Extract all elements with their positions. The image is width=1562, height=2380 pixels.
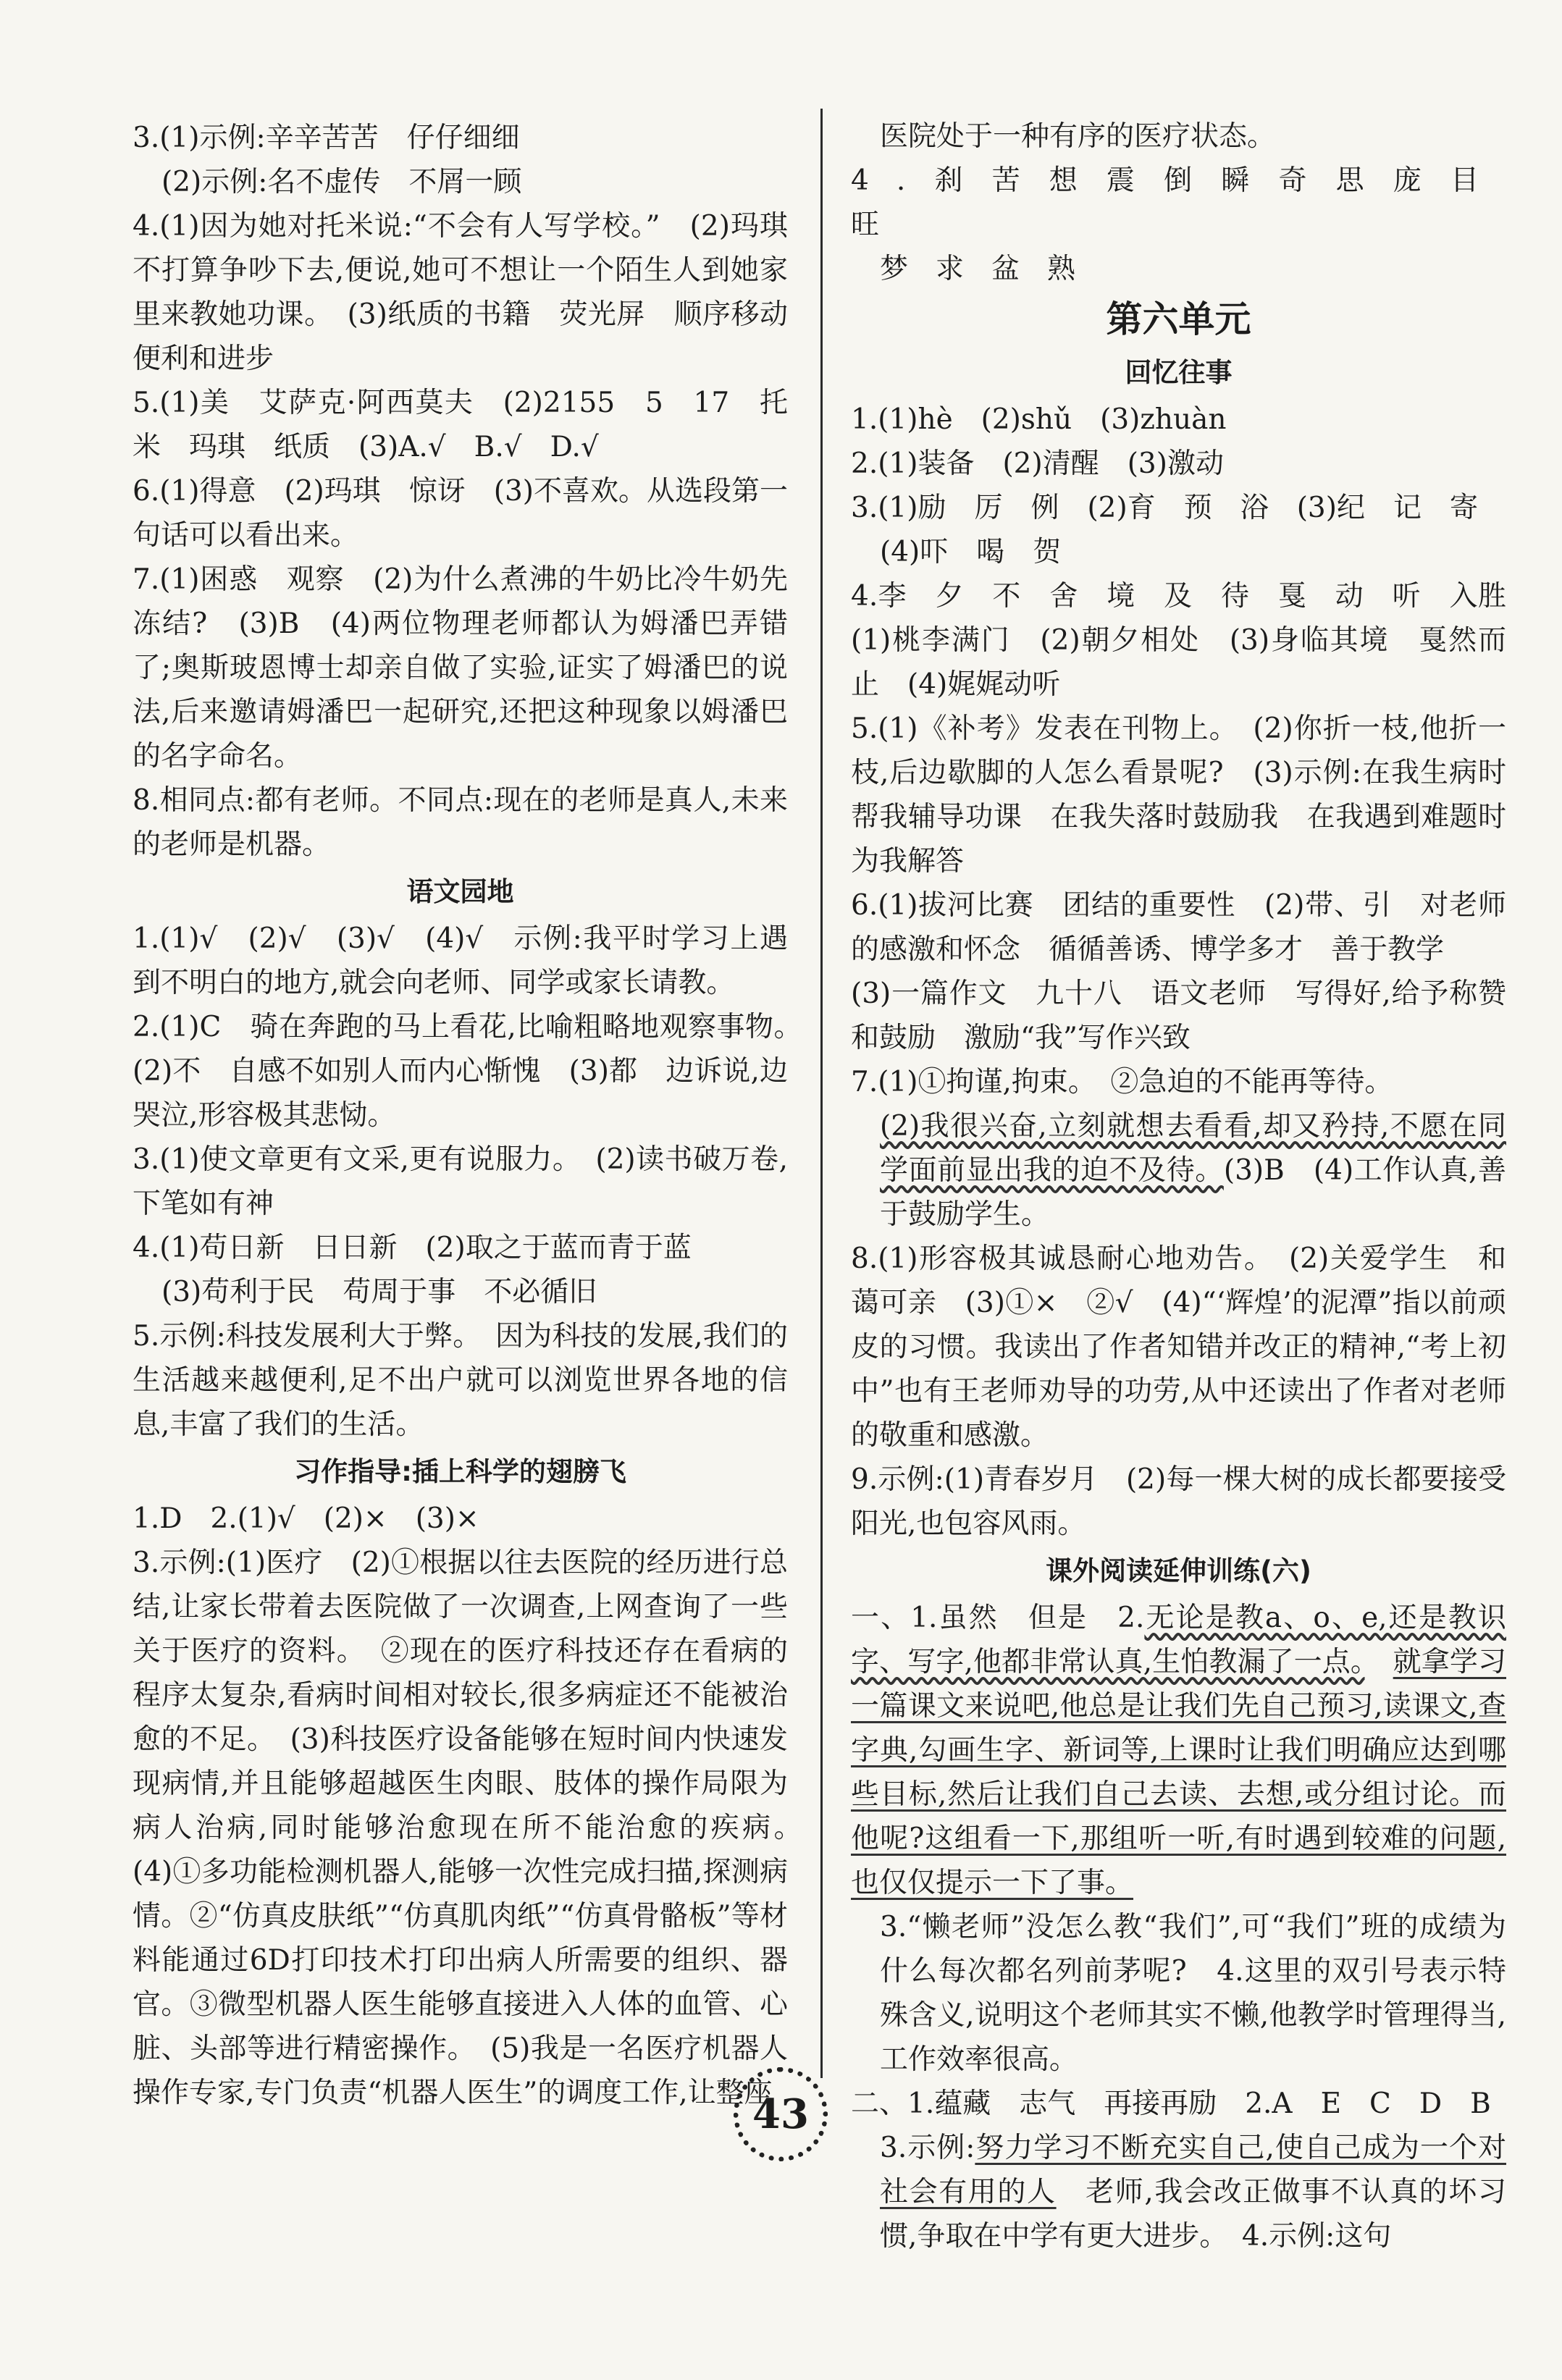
answer-line: 3.(1)示例:辛辛苦苦 仔仔细细 xyxy=(133,122,520,154)
inline-text: (3)B (4)工作认真,善于鼓励学生。 xyxy=(880,1154,1506,1231)
underlined-text: 就拿学习一篇课文来说吧,他总是让我们先自己预习,读课文,查字典,勾画生字、新词等,上课时让我们明确应达到哪些目标,然后让我们自己去读、去想,或分组讨论。而他呢?这组看一下,那组听一听,有时遇到较难的问题,也仅仅提示一下了事。 xyxy=(851,1646,1506,1899)
section-heading: 回忆往事 xyxy=(1125,357,1233,388)
page-number xyxy=(734,2067,828,2161)
answer-line: 5.示例:科技发展利大于弊。 因为科技的发展,我们的生活越来越便利,足不出户就可以浏览世界各地的信息,丰富了我们的生活。 xyxy=(133,1320,788,1441)
answer-line xyxy=(851,1596,1506,1905)
answer-line: 6.(1)拔河比赛 团结的重要性 (2)带、引 对老师的感激和怀念 循循善诱、博学多才 善于教学 xyxy=(851,889,1506,966)
wavy-underlined-text: (2)我很兴奋,立刻就想去看看,却又矜持,不愿在同学面前显出我的迫不及待。 xyxy=(880,1110,1506,1187)
answer-line: 6.(1)得意 (2)玛琪 惊讶 (3)不喜欢。从选段第一句话可以看出来。 xyxy=(133,475,788,552)
answer-line xyxy=(851,1104,1506,1237)
underlined-text: 努力学习不断充实自己,使自己成为一个对社会有用的人 xyxy=(880,2132,1506,2208)
answer-line: (4)吓 喝 贺 xyxy=(880,536,1062,568)
answer-line: 5.(1)《补考》发表在刊物上。 (2)你折一枝,他折一枝,后边歇脚的人怎么看景呢? (3)示例:在我生病时帮我辅导功课 在我失落时鼓励我 在我遇到难题时为我解答 xyxy=(851,712,1506,878)
answer-line: 4.刹苦想震倒瞬奇思庞目旺 xyxy=(851,164,1506,241)
answer-line: (3)苟利于民 苟周于事 不必循旧 xyxy=(161,1276,597,1308)
answer-line: 4.(1)苟日新 日日新 (2)取之于蓝而青于蓝 xyxy=(133,1232,692,1264)
answer-line: 医院处于一种有序的医疗状态。 xyxy=(880,120,1276,153)
answer-line: 4.(1)因为她对托米说:“不会有人写学校。” (2)玛琪不打算争吵下去,便说,她可不想让一个陌生人到她家里来教她功课。 (3)纸质的书籍 荧光屏 顺序移动 便利和进步 xyxy=(133,210,817,375)
answer-line: 1.D 2.(1)√ (2)× (3)× xyxy=(133,1502,479,1535)
answer-line: 梦求盆熟 xyxy=(880,253,1104,285)
inline-text: 一、1.虽然 但是 2. xyxy=(851,1602,1145,1634)
section-heading: 习作指导:插上科学的翅膀飞 xyxy=(294,1456,626,1487)
section-heading: 课外阅读延伸训练(六) xyxy=(1046,1555,1311,1586)
section-heading: 语文园地 xyxy=(406,876,514,907)
answer-line: 7.(1)①拘谨,拘束。 ②急迫的不能再等待。 xyxy=(851,1066,1393,1098)
column-divider xyxy=(820,109,823,2078)
answer-line: (3)一篇作文 九十八 语文老师 写得好,给予称赞和鼓励 激励“我”写作兴致 xyxy=(851,977,1506,1054)
inline-text: 3.示例: xyxy=(880,2132,975,2164)
answer-line: 2.(1)装备 (2)清醒 (3)激动 xyxy=(851,447,1224,480)
answer-line: 4.李 夕 不 舍 境 及 待 戛 动 听 入胜 (1)桃李满门 (2)朝夕相处 (3)身临其境 戛然而止 (4)娓娓动听 xyxy=(851,580,1535,701)
page-number-text: 43 xyxy=(752,2090,809,2138)
answer-line: 3.示例:(1)医疗 (2)①根据以往去医院的经历进行总结,让家长带着去医院做了一次调查,上网查询了一些关于医疗的资料。 ②现在的医疗科技还存在看病的程序太复杂,看病时间相对较长,很多病症还不能被治愈的不足。 (3)科技医疗设备能够在短时间内快速发现病情,并且能够超越医生肉眼、肢体的操作局限为病人治病,同时能够治愈现在所不能治愈的疾病。 (4)①多功能检测机器人,能够一次性完成扫描,探测病情。②“仿真皮肤纸”“仿真肌肉纸”“仿真骨骼板”等材料能通过6D打印技术打印出病人所需要的组织、器官。③微型机器人医生能够直接进入人体的血管、心脏、头部等进行精密操作。 (5)我是一名医疗机器人操作专家,专门负责“机器人医生”的调度工作,让整座 xyxy=(133,1547,817,2109)
answer-line: 8.(1)形容极其诚恳耐心地劝告。 (2)关爱学生 和蔼可亲 (3)①× ②√ (4)“‘辉煌’的泥潭”指以前顽皮的习惯。我读出了作者知错并改正的精神,“考上初中”也有王老师劝导的功劳,从中还读出了作者对老师的敬重和感激。 xyxy=(851,1242,1506,1452)
wavy-underlined-text: 无论是教a、o、e,还是教识字、写字,他都非常认真,生怕教漏了一点。 xyxy=(851,1602,1506,1678)
answer-line: 二、1.蕴藏 志气 再接再励 2.A E C D B xyxy=(851,2087,1491,2120)
answer-line: 3.(1)励 厉 例 (2)育 预 浴 (3)纪 记 寄 xyxy=(851,492,1478,524)
answer-line: (2)示例:名不虚传 不屑一顾 xyxy=(161,166,522,198)
answer-line: 7.(1)困惑 观察 (2)为什么煮沸的牛奶比冷牛奶先冻结? (3)B (4)两位物理老师都认为姆潘巴弄错了;奥斯玻恩博士却亲自做了实验,证实了姆潘巴的说法,后来邀请姆潘巴一起研究,还把这种现象以姆潘巴的名字命名。 xyxy=(133,563,788,773)
answer-line: 2.(1)C 骑在奔跑的马上看花,比喻粗略地观察事物。 (2)不 自感不如别人而内心惭愧 (3)都 边诉说,边哭泣,形容极其悲恸。 xyxy=(133,1011,817,1132)
answer-line: 1.(1)√ (2)√ (3)√ (4)√ 示例:我平时学习上遇到不明白的地方,就会向老师、同学或家长请教。 xyxy=(133,922,788,999)
answer-line: 3.“懒老师”没怎么教“我们”,可“我们”班的成绩为什么每次都名列前茅呢? 4.这里的双引号表示特殊含义,说明这个老师其实不懒,他教学时管理得当,工作效率很高。 xyxy=(880,1911,1506,2076)
answer-line: 5.(1)美 艾萨克·阿西莫夫 (2)2155 5 17 托米 玛琪 纸质 (3)A.√ B.√ D.√ xyxy=(133,387,788,463)
answer-line: 8.相同点:都有老师。不同点:现在的老师是真人,未来的老师是机器。 xyxy=(133,784,788,861)
inline-text xyxy=(1365,1646,1393,1678)
answer-line: 3.(1)使文章更有文采,更有说服力。 (2)读书破万卷,下笔如有神 xyxy=(133,1143,788,1220)
answer-line: 9.示例:(1)青春岁月 (2)每一棵大树的成长都要接受阳光,也包容风雨。 xyxy=(851,1463,1506,1540)
right-column xyxy=(851,114,1535,2258)
unit-title: 第六单元 xyxy=(1106,298,1251,340)
answer-line: 1.(1)hè (2)shǔ (3)zhuàn xyxy=(851,403,1227,436)
answer-line xyxy=(851,2126,1506,2258)
inline-text: 老师,我会改正做事不认真的坏习惯,争取在中学有更大进步。 4.示例:这句 xyxy=(880,2176,1506,2253)
